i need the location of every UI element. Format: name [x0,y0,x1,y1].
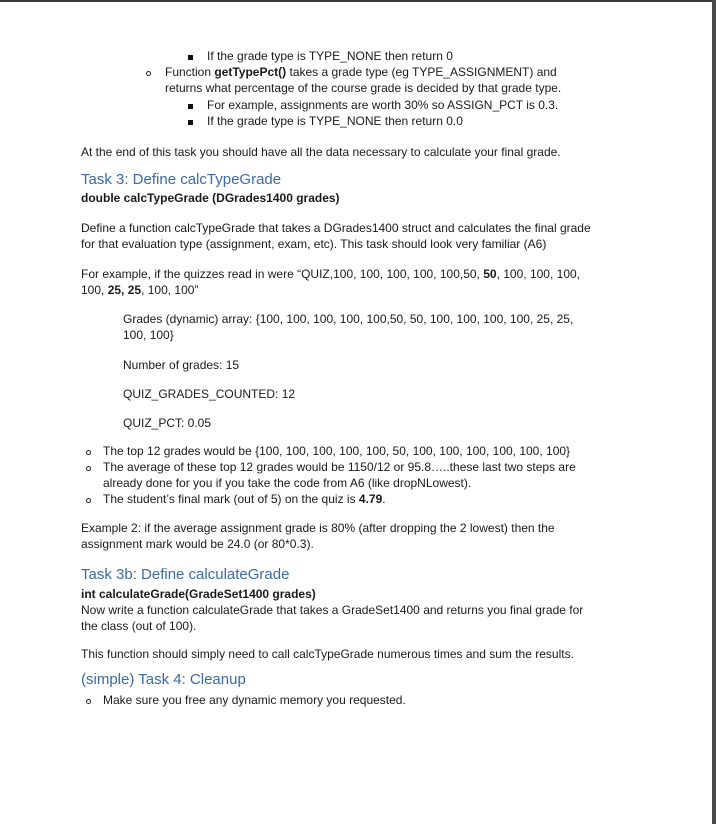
paragraph: Define a function calcTypeGrade that takes a DGrades1400 struct and calculates the final grade [81,221,591,235]
paragraph-example: 100, 25, 25, 100, 100” [81,283,199,297]
list-item-continuation: already done for you if you take the code from A6 (like dropNLowest). [103,476,472,490]
section-heading-task3: Task 3: Define calcTypeGrade [81,171,282,188]
section-heading-task4: (simple) Task 4: Cleanup [81,671,246,688]
num-grades-text: Number of grades: 15 [123,358,240,372]
window-scrollbar-edge [712,0,716,824]
grades-array-text: 100, 100} [123,328,174,342]
paragraph: assignment mark would be 24.0 (or 80*0.3). [81,537,314,551]
list-item-continuation: returns what percentage of the course grade is decided by that grade type. [165,81,562,95]
list-item-function: Function getTypePct() takes a grade type (eg TYPE_ASSIGNMENT) and [165,65,557,79]
quiz-pct-text: QUIZ_PCT: 0.05 [123,416,212,430]
list-item: The top 12 grades would be {100, 100, 100, 100, 100, 50, 100, 100, 100, 100, 100, 100} [103,444,571,458]
paragraph: Example 2: if the average assignment grade is 80% (after dropping the 2 lowest) then the [81,521,555,535]
paragraph: At the end of this task you should have all the data necessary to calculate your final grade. [81,145,561,159]
paragraph: the class (out of 100). [81,619,197,633]
list-item: If the grade type is TYPE_NONE then return 0.0 [207,114,463,128]
list-item: Make sure you free any dynamic memory you requested. [103,693,406,707]
grades-array-text: Grades (dynamic) array: {100, 100, 100, 100, 100,50, 50, 100, 100, 100, 100, 25, 25, [123,312,574,326]
document-page [0,2,712,824]
function-signature: double calcTypeGrade (DGrades1400 grades) [81,191,340,205]
list-item: If the grade type is TYPE_NONE then return 0 [207,49,453,63]
paragraph: for that evaluation type (assignment, exam, etc). This task should look very familiar (A6) [81,237,547,251]
circle-bullet-icon [86,466,91,471]
list-item: The average of these top 12 grades would be 1150/12 or 95.8…..these last two steps are [103,460,576,474]
circle-bullet-icon [86,498,91,503]
circle-bullet-icon [86,450,91,455]
section-heading-task3b: Task 3b: Define calculateGrade [81,566,290,583]
list-item: The student’s final mark (out of 5) on the quiz is 4.79. [103,492,386,506]
list-item: For example, assignments are worth 30% so ASSIGN_PCT is 0.3. [207,98,559,112]
paragraph: Now write a function calculateGrade that takes a GradeSet1400 and returns you final grade for [81,603,584,617]
function-signature: int calculateGrade(GradeSet1400 grades) [81,587,316,601]
circle-bullet-icon [146,71,151,76]
square-bullet-icon [188,120,193,125]
grades-counted-text: QUIZ_GRADES_COUNTED: 12 [123,387,296,401]
square-bullet-icon [188,104,193,109]
square-bullet-icon [188,55,193,60]
circle-bullet-icon [86,699,91,704]
paragraph: This function should simply need to call calcTypeGrade numerous times and sum the results. [81,647,574,661]
paragraph-example: For example, if the quizzes read in were “QUIZ,100, 100, 100, 100, 100,50, 50, 100, 100, 100, [81,267,580,281]
